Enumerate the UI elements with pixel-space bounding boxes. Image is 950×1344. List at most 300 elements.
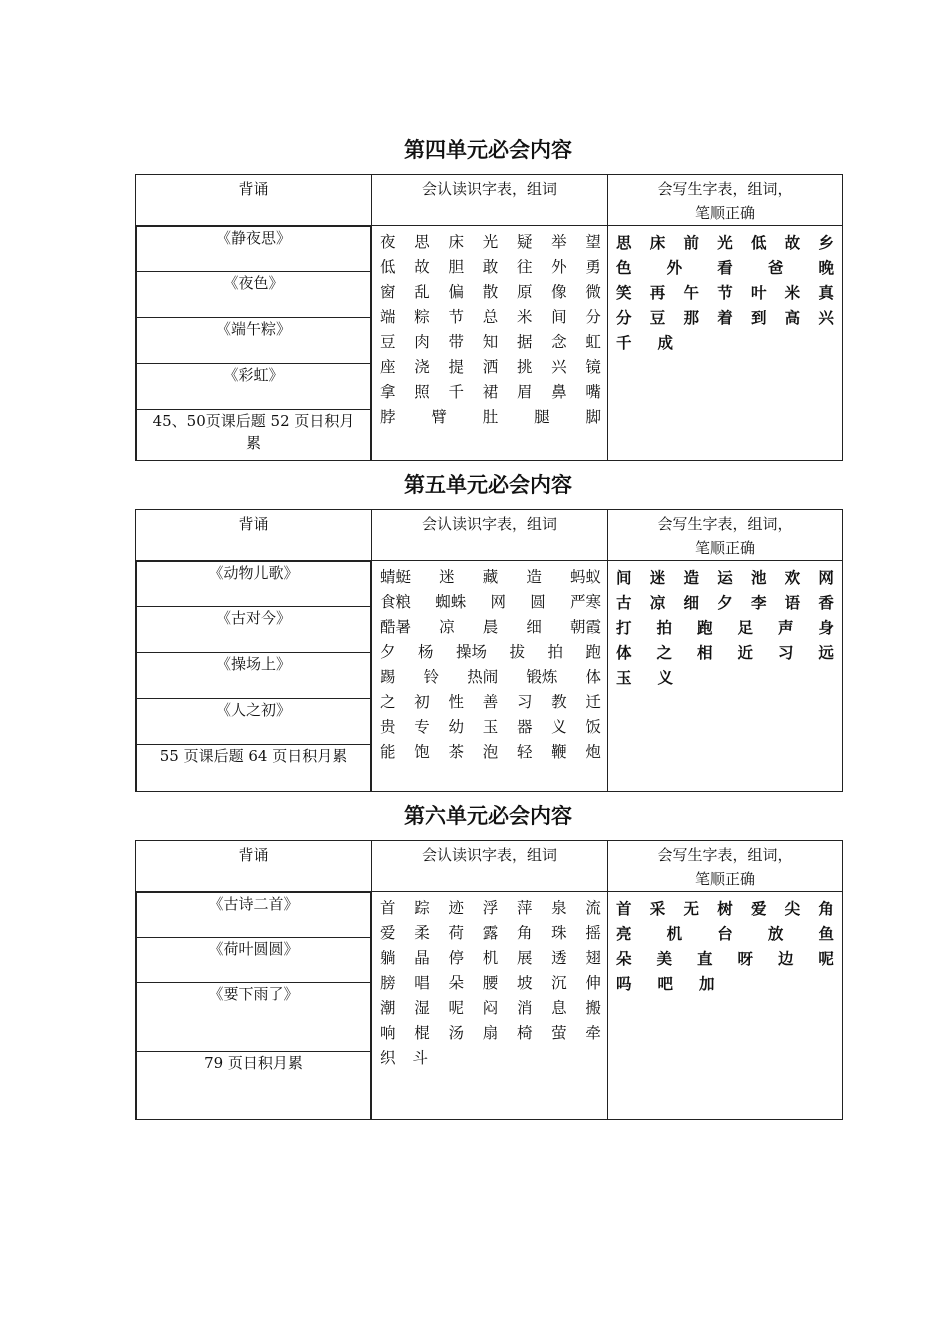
header-recite: 背诵 (136, 510, 372, 561)
char-word: 加 (699, 974, 715, 993)
recite-column (136, 226, 372, 461)
recite-list (136, 561, 371, 791)
char-word: 角 (516, 924, 533, 942)
char-word: 照 (414, 383, 430, 401)
char-word: 器 (516, 718, 533, 736)
read-chars (372, 892, 608, 1120)
char-line (380, 330, 601, 355)
char-word: 体 (616, 643, 632, 662)
recite-item: 《彩虹》 (137, 364, 371, 410)
char-word: 能 (380, 743, 396, 761)
char-word: 到 (750, 308, 767, 327)
recite-item: 55 页课后题 64 页日积月累 (137, 745, 371, 791)
header-write (608, 175, 843, 226)
char-word: 斗 (412, 1049, 429, 1067)
char-line (380, 615, 601, 640)
char-word: 拍 (656, 618, 672, 637)
char-word: 椅 (516, 1024, 533, 1042)
char-word: 带 (448, 333, 464, 351)
char-word: 晨 (482, 618, 499, 636)
char-word: 总 (482, 308, 499, 326)
char-word: 外 (551, 258, 567, 276)
header-read: 会认读识字表，组词 (372, 175, 608, 226)
recite-item: 《荷叶圆圆》 (137, 938, 371, 983)
char-word: 摇 (585, 924, 601, 942)
char-word: 座 (380, 358, 396, 376)
recite-item: 《夜色》 (137, 272, 371, 318)
char-word: 脚 (585, 408, 601, 426)
recite-item: 《动物儿歌》 (137, 562, 371, 607)
char-word: 义 (551, 718, 567, 736)
char-word: 外 (666, 258, 683, 277)
char-word: 乱 (414, 283, 430, 301)
header-write-line1: 会写生字表，组词， (657, 180, 793, 198)
char-line (380, 896, 601, 921)
char-word: 运 (717, 568, 733, 587)
char-word: 之 (656, 643, 672, 662)
unit-title: 第四单元必会内容 (404, 137, 572, 162)
char-word: 流 (585, 899, 601, 917)
char-word: 香 (818, 593, 834, 612)
char-word: 搬 (585, 999, 601, 1017)
unit-table (135, 840, 843, 1120)
char-word: 铃 (423, 668, 440, 686)
char-word: 爸 (767, 258, 784, 277)
char-word: 散 (482, 283, 499, 301)
char-word: 千 (616, 333, 632, 352)
char-word: 翅 (585, 949, 601, 967)
char-line (380, 640, 601, 665)
char-line (616, 280, 834, 305)
header-read: 会认读识字表，组词 (372, 510, 608, 561)
char-word: 呢 (818, 949, 834, 968)
char-word: 分 (585, 308, 601, 326)
char-word: 珠 (551, 924, 567, 942)
char-line (380, 921, 601, 946)
write-chars (608, 226, 843, 461)
char-word: 欢 (784, 568, 801, 587)
char-word: 虹 (585, 333, 601, 351)
char-word: 体 (585, 668, 601, 686)
char-word: 呢 (448, 999, 464, 1017)
char-word: 像 (551, 283, 567, 301)
char-line (380, 355, 601, 380)
char-word: 迷 (649, 568, 666, 587)
char-line (380, 230, 601, 255)
char-word: 善 (482, 693, 499, 711)
char-word: 藏 (482, 568, 499, 586)
char-line (380, 1046, 601, 1071)
char-word: 乡 (818, 233, 834, 252)
char-word: 跑 (696, 618, 713, 637)
char-word: 热闹 (467, 668, 499, 686)
char-word: 叶 (750, 283, 767, 302)
char-word: 晚 (818, 258, 834, 277)
char-word: 低 (380, 258, 396, 276)
char-word: 展 (516, 949, 533, 967)
char-word: 专 (414, 718, 430, 736)
char-word: 米 (784, 283, 801, 302)
char-word: 近 (737, 643, 753, 662)
char-line (616, 921, 834, 946)
recite-item: 《人之初》 (137, 699, 371, 745)
char-word: 朵 (616, 949, 632, 968)
char-word: 网 (490, 593, 506, 611)
char-word: 食粮 (380, 593, 412, 611)
char-word: 节 (448, 308, 464, 326)
char-word: 朵 (448, 974, 464, 992)
char-word: 故 (414, 258, 430, 276)
char-word: 角 (818, 899, 834, 918)
char-word: 习 (777, 643, 794, 662)
char-word: 首 (380, 899, 396, 917)
char-word: 微 (585, 283, 601, 301)
char-word: 锻炼 (526, 668, 558, 686)
char-word: 棍 (414, 1024, 430, 1042)
char-word: 唱 (414, 974, 430, 992)
char-word: 首 (616, 899, 632, 918)
char-word: 响 (380, 1024, 396, 1042)
char-word: 凉 (439, 618, 455, 636)
char-word: 夕 (380, 643, 396, 661)
char-word: 池 (750, 568, 767, 587)
char-word: 眉 (516, 383, 533, 401)
char-word: 豆 (649, 308, 666, 327)
char-word: 台 (717, 924, 733, 943)
char-word: 晶 (414, 949, 430, 967)
char-word: 夜 (380, 233, 396, 251)
char-word: 边 (777, 949, 794, 968)
char-word: 无 (683, 899, 699, 918)
char-word: 放 (767, 924, 784, 943)
char-word: 教 (551, 693, 567, 711)
char-word: 千 (448, 383, 464, 401)
char-word: 床 (448, 233, 464, 251)
char-line (616, 255, 834, 280)
read-chars (372, 561, 608, 792)
char-word: 低 (750, 233, 767, 252)
char-word: 高 (784, 308, 801, 327)
char-word: 树 (717, 899, 733, 918)
header-write-line2: 笔顺正确 (694, 870, 755, 888)
recite-item: 《古对今》 (137, 607, 371, 653)
char-word: 敢 (482, 258, 499, 276)
char-word: 肚 (482, 408, 499, 426)
char-word: 蜘蛛 (435, 593, 467, 611)
unit-table (135, 174, 843, 461)
char-word: 原 (516, 283, 533, 301)
char-word: 鞭 (551, 743, 567, 761)
char-word: 踪 (414, 899, 430, 917)
char-word: 萤 (551, 1024, 567, 1042)
char-word: 豆 (380, 333, 396, 351)
char-word: 杨 (417, 643, 434, 661)
char-word: 蜻蜓 (380, 568, 412, 586)
char-word: 腿 (534, 408, 550, 426)
char-word: 举 (551, 233, 567, 251)
char-word: 拔 (509, 643, 525, 661)
char-word: 那 (683, 308, 699, 327)
char-word: 洒 (482, 358, 499, 376)
char-word: 端 (380, 308, 396, 326)
char-word: 细 (526, 618, 542, 636)
char-word: 跑 (585, 643, 601, 661)
char-word: 浇 (414, 358, 430, 376)
char-word: 朝霞 (569, 618, 601, 636)
char-word: 爱 (750, 899, 767, 918)
char-word: 身 (818, 618, 834, 637)
char-line (616, 615, 834, 640)
char-word: 泡 (482, 743, 499, 761)
char-word: 潮 (380, 999, 396, 1017)
char-word: 间 (616, 568, 632, 587)
char-line (380, 740, 601, 765)
char-word: 透 (551, 949, 567, 967)
char-line (616, 971, 834, 996)
char-word: 初 (414, 693, 430, 711)
char-word: 节 (717, 283, 733, 302)
write-chars (608, 561, 843, 792)
header-read: 会认读识字表，组词 (372, 841, 608, 892)
char-word: 前 (683, 233, 699, 252)
char-word: 消 (516, 999, 533, 1017)
char-word: 膀 (380, 974, 396, 992)
header-recite: 背诵 (136, 841, 372, 892)
char-word: 沉 (551, 974, 567, 992)
char-word: 兴 (551, 358, 567, 376)
char-word: 胆 (448, 258, 464, 276)
char-word: 光 (717, 233, 733, 252)
recite-item: 79 页日积月累 (137, 1052, 371, 1119)
recite-item: 《操场上》 (137, 653, 371, 699)
char-word: 荷 (448, 924, 464, 942)
char-line (616, 946, 834, 971)
char-word: 网 (818, 568, 834, 587)
char-word: 炮 (585, 743, 601, 761)
char-word: 幼 (448, 718, 464, 736)
header-write-line1: 会写生字表，组词， (657, 515, 793, 533)
char-word: 迷 (439, 568, 455, 586)
char-word: 饱 (414, 743, 430, 761)
header-recite: 背诵 (136, 175, 372, 226)
char-word: 机 (482, 949, 499, 967)
char-word: 光 (482, 233, 499, 251)
char-word: 拍 (547, 643, 563, 661)
char-word: 臂 (431, 408, 447, 426)
char-line (380, 380, 601, 405)
char-word: 鱼 (818, 924, 834, 943)
char-word: 声 (777, 618, 794, 637)
char-word: 相 (696, 643, 713, 662)
char-line (616, 896, 834, 921)
char-word: 美 (656, 949, 672, 968)
recite-item: 《古诗二首》 (137, 893, 371, 938)
char-line (616, 565, 834, 590)
char-line (616, 665, 834, 690)
char-word: 坡 (516, 974, 533, 992)
char-line (380, 690, 601, 715)
char-word: 脖 (380, 408, 396, 426)
char-word: 思 (414, 233, 430, 251)
char-word: 尖 (784, 899, 801, 918)
header-write (608, 510, 843, 561)
header-write-line1: 会写生字表，组词， (657, 846, 793, 864)
char-word: 笑 (616, 283, 632, 302)
char-word: 腰 (482, 974, 499, 992)
header-write (608, 841, 843, 892)
char-word: 成 (657, 333, 674, 352)
char-word: 夕 (717, 593, 733, 612)
char-word: 迹 (448, 899, 464, 917)
char-line (380, 405, 601, 430)
char-word: 李 (750, 593, 767, 612)
char-word: 勇 (585, 258, 601, 276)
char-word: 语 (784, 593, 801, 612)
char-word: 贵 (380, 718, 396, 736)
char-word: 提 (448, 358, 464, 376)
char-word: 色 (616, 258, 632, 277)
char-line (380, 715, 601, 740)
char-word: 再 (649, 283, 666, 302)
char-line (380, 590, 601, 615)
unit-table (135, 509, 843, 792)
char-word: 细 (683, 593, 699, 612)
char-word: 真 (818, 283, 834, 302)
recite-column (136, 892, 372, 1120)
char-word: 牵 (585, 1024, 601, 1042)
char-word: 镜 (585, 358, 601, 376)
char-word: 裙 (482, 383, 499, 401)
char-line (616, 305, 834, 330)
char-word: 凉 (649, 593, 666, 612)
char-word: 伸 (585, 974, 601, 992)
write-chars (608, 892, 843, 1120)
char-line (616, 640, 834, 665)
char-line (616, 230, 834, 255)
recite-list (136, 892, 371, 1119)
char-word: 造 (683, 568, 699, 587)
char-line (380, 305, 601, 330)
char-word: 知 (482, 333, 499, 351)
char-word: 严寒 (569, 593, 601, 611)
char-word: 兴 (818, 308, 834, 327)
char-word: 直 (696, 949, 713, 968)
char-word: 茶 (448, 743, 464, 761)
char-word: 打 (616, 618, 632, 637)
char-word: 萍 (516, 899, 533, 917)
char-word: 挑 (516, 358, 533, 376)
char-word: 看 (717, 258, 733, 277)
char-word: 拿 (380, 383, 396, 401)
char-word: 鼻 (551, 383, 567, 401)
char-word: 嘴 (585, 383, 601, 401)
char-word: 吗 (616, 974, 632, 993)
char-word: 午 (683, 283, 699, 302)
char-word: 柔 (414, 924, 430, 942)
unit-title: 第六单元必会内容 (404, 803, 572, 828)
char-word: 采 (649, 899, 666, 918)
char-word: 床 (649, 233, 666, 252)
char-word: 着 (717, 308, 733, 327)
recite-item: 《要下雨了》 (137, 983, 371, 1052)
char-word: 亮 (616, 924, 632, 943)
char-word: 造 (526, 568, 542, 586)
char-word: 吧 (657, 974, 674, 993)
char-line (616, 590, 834, 615)
char-word: 圆 (530, 593, 546, 611)
read-chars (372, 226, 608, 461)
char-word: 玉 (616, 668, 632, 687)
recite-item: 45、50页课后题 52 页日积月累 (137, 410, 371, 460)
char-word: 思 (616, 233, 632, 252)
char-word: 往 (516, 258, 533, 276)
char-word: 呀 (737, 949, 753, 968)
char-word: 织 (380, 1049, 396, 1067)
char-word: 义 (657, 668, 674, 687)
recite-item: 《端午粽》 (137, 318, 371, 364)
char-word: 轻 (516, 743, 533, 761)
char-word: 之 (380, 693, 396, 711)
char-line (380, 255, 601, 280)
char-line (380, 971, 601, 996)
char-word: 间 (551, 308, 567, 326)
char-word: 迁 (585, 693, 601, 711)
char-word: 露 (482, 924, 499, 942)
char-word: 机 (666, 924, 683, 943)
char-word: 窗 (380, 283, 396, 301)
char-word: 米 (516, 308, 533, 326)
char-line (380, 946, 601, 971)
char-word: 偏 (448, 283, 464, 301)
recite-item: 《静夜思》 (137, 227, 371, 272)
char-word: 古 (616, 593, 632, 612)
char-word: 饭 (585, 718, 601, 736)
char-line (380, 1021, 601, 1046)
char-word: 性 (448, 693, 464, 711)
char-word: 蚂蚁 (569, 568, 601, 586)
char-word: 汤 (448, 1024, 464, 1042)
char-word: 泉 (551, 899, 567, 917)
char-line (380, 665, 601, 690)
char-word: 念 (551, 333, 567, 351)
char-word: 玉 (482, 718, 499, 736)
recite-list (136, 226, 371, 460)
char-word: 习 (516, 693, 533, 711)
char-word: 酷暑 (380, 618, 412, 636)
header-write-line2: 笔顺正确 (694, 539, 755, 557)
char-word: 闷 (482, 999, 499, 1017)
char-word: 远 (818, 643, 834, 662)
char-word: 分 (616, 308, 632, 327)
char-line (380, 565, 601, 590)
char-line (616, 330, 834, 355)
unit-title: 第五单元必会内容 (404, 472, 572, 497)
char-word: 躺 (380, 949, 396, 967)
char-word: 息 (551, 999, 567, 1017)
char-word: 浮 (482, 899, 499, 917)
char-line (380, 996, 601, 1021)
header-write-line2: 笔顺正确 (694, 204, 755, 222)
char-word: 据 (516, 333, 533, 351)
char-word: 踢 (380, 668, 396, 686)
char-word: 扇 (482, 1024, 499, 1042)
recite-column (136, 561, 372, 792)
char-word: 停 (448, 949, 464, 967)
char-line (380, 280, 601, 305)
char-word: 操场 (455, 643, 487, 661)
char-word: 故 (784, 233, 801, 252)
char-word: 足 (737, 618, 753, 637)
